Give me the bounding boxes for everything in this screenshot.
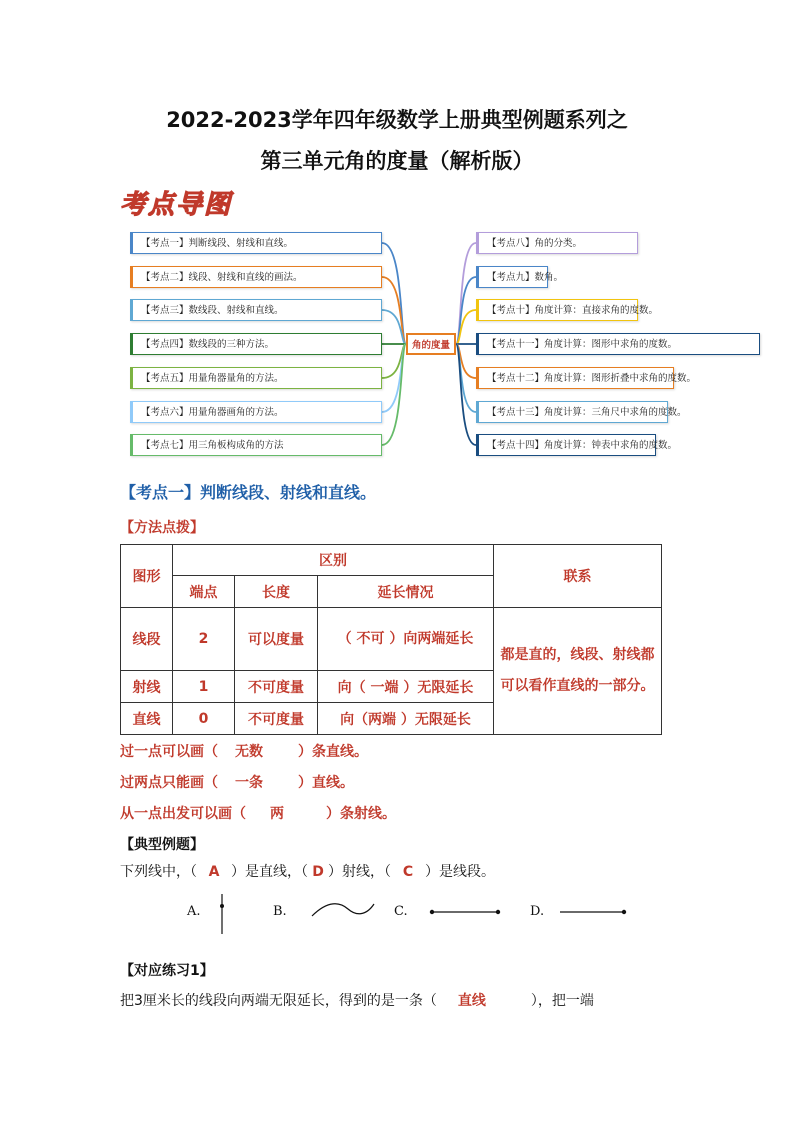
table-row	[121, 608, 662, 671]
practice-question	[120, 990, 594, 1010]
mindmap	[0, 0, 794, 470]
answer-d: D	[312, 864, 324, 880]
table-header-length: 长度	[235, 576, 318, 608]
answer-c: C	[402, 864, 414, 880]
question-text: ）射线，（	[328, 864, 391, 880]
fact-text: 过两点只能画（	[120, 775, 218, 791]
question-text: ），把一端	[530, 993, 594, 1009]
fact-line	[120, 741, 368, 761]
answer-a: A	[208, 864, 220, 880]
mindmap-topic: 【考点五】用量角器量角的方法。	[130, 367, 382, 389]
row-link: 都是直的，线段、射线都可以看作直线的一部分。	[494, 608, 662, 735]
mindmap-center-node: 角的度量	[406, 333, 456, 355]
practice-label: 【对应练习1】	[120, 963, 214, 979]
question-text: 把3厘米长的线段向两端无限延长，得到的是一条（	[120, 993, 437, 1009]
page-title: 2022-2023学年四年级数学上册典型例题系列之	[166, 108, 628, 132]
option-label-a: A.	[187, 904, 201, 919]
mindmap-topic: 【考点二】线段、射线和直线的画法。	[130, 266, 382, 288]
option-label-d: D.	[530, 904, 545, 919]
fact-line	[120, 772, 354, 792]
option-figures	[0, 890, 794, 940]
row-extend: 向（两端 ）无限延长	[318, 703, 494, 735]
comparison-table	[120, 544, 662, 735]
mindmap-topic: 【考点十三】角度计算：三角尺中求角的度数。	[476, 401, 668, 423]
example-question	[120, 861, 495, 881]
method-label: 【方法点拨】	[120, 520, 204, 536]
row-endpoint: 0	[173, 703, 235, 735]
ray-figure	[558, 904, 630, 920]
mindmap-topic: 【考点十】角度计算：直接求角的度数。	[476, 299, 638, 321]
fact-answer: 一条	[235, 775, 263, 791]
section-heading: 【考点一】判断线段、射线和直线。	[120, 483, 377, 502]
row-extend: （ 不可 ）向两端延长	[318, 608, 494, 671]
mindmap-topic: 【考点六】用量角器画角的方法。	[130, 401, 382, 423]
vertical-line-figure	[214, 892, 230, 936]
mindmap-banner: 考点导图	[120, 190, 233, 220]
fact-text: ）条射线。	[326, 806, 396, 822]
fact-text: ）直线。	[298, 775, 354, 791]
option-label-c: C.	[394, 904, 408, 919]
row-length: 可以度量	[235, 608, 318, 671]
table-header-diff: 区别	[173, 545, 494, 576]
mindmap-topic: 【考点九】数角。	[476, 266, 548, 288]
table-header-link: 联系	[494, 545, 662, 608]
row-name: 线段	[121, 608, 173, 671]
row-extend: 向（ 一端 ）无限延长	[318, 671, 494, 703]
question-text: ）是线段。	[425, 864, 495, 880]
mindmap-topic: 【考点八】角的分类。	[476, 232, 638, 254]
segment-figure	[427, 904, 503, 920]
mindmap-topic: 【考点十二】角度计算：图形折叠中求角的度数。	[476, 367, 674, 389]
question-text: 下列线中，（	[120, 864, 197, 880]
fact-line	[120, 803, 396, 823]
mindmap-topic: 【考点七】用三角板构成角的方法	[130, 434, 382, 456]
fact-text: 从一点出发可以画（	[120, 806, 246, 822]
mindmap-connector	[456, 344, 476, 445]
row-endpoint: 1	[173, 671, 235, 703]
table-header-figure: 图形	[121, 545, 173, 608]
mindmap-connectors	[0, 0, 794, 470]
option-label-b: B.	[273, 904, 287, 919]
example-label: 【典型例题】	[120, 837, 204, 853]
row-name: 射线	[121, 671, 173, 703]
table-header-endpoint: 端点	[173, 576, 235, 608]
row-length: 不可度量	[235, 703, 318, 735]
mindmap-topic: 【考点三】数线段、射线和直线。	[130, 299, 382, 321]
mindmap-topic: 【考点十一】角度计算：图形中求角的度数。	[476, 333, 760, 355]
mindmap-topic: 【考点一】判断线段、射线和直线。	[130, 232, 382, 254]
mindmap-connector	[382, 344, 406, 445]
row-endpoint: 2	[173, 608, 235, 671]
page-subtitle: 第三单元角的度量（解析版）	[260, 149, 534, 173]
fact-answer: 无数	[235, 744, 263, 760]
fact-text: ）条直线。	[298, 744, 368, 760]
fact-answer: 两	[270, 806, 284, 822]
table-header-extend: 延长情况	[318, 576, 494, 608]
fact-text: 过一点可以画（	[120, 744, 218, 760]
mindmap-topic: 【考点四】数线段的三种方法。	[130, 333, 382, 355]
row-length: 不可度量	[235, 671, 318, 703]
question-text: ）是直线，（	[231, 864, 308, 880]
curve-figure	[310, 900, 376, 920]
row-name: 直线	[121, 703, 173, 735]
practice-answer: 直线	[457, 993, 486, 1009]
mindmap-topic: 【考点十四】角度计算：钟表中求角的度数。	[476, 434, 656, 456]
